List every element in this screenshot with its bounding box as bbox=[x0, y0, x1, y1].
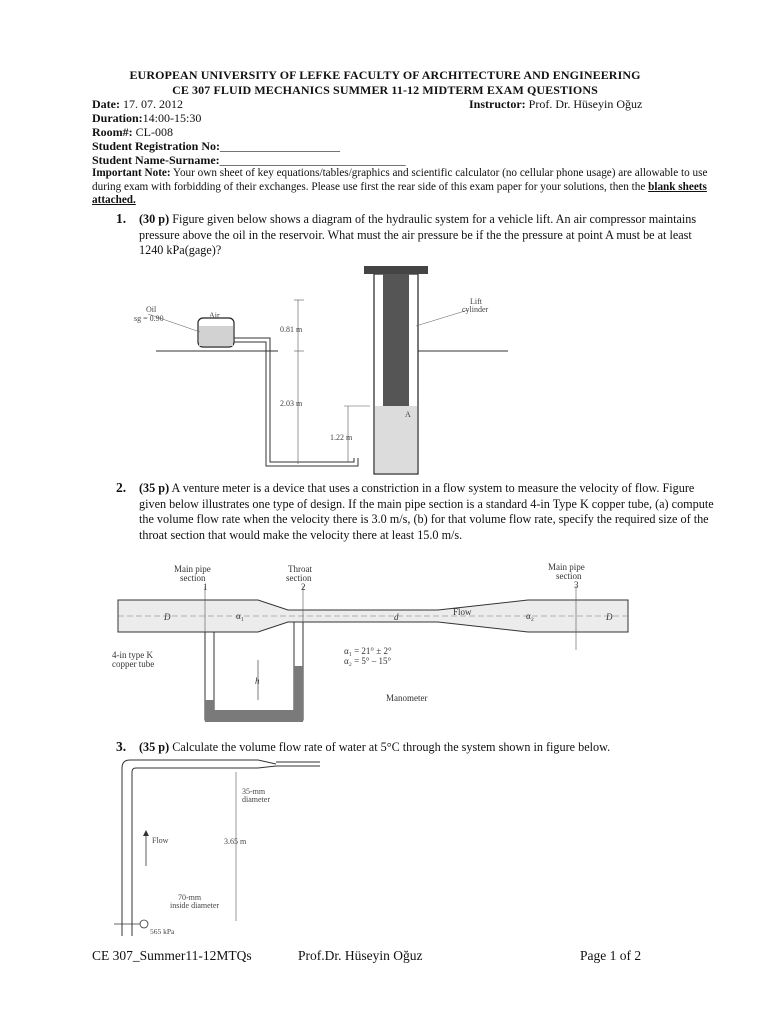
name-line bbox=[92, 153, 406, 168]
fig3-pipe-diameter: inside diameter bbox=[170, 901, 220, 910]
question-2-points: (35 p) bbox=[139, 481, 170, 495]
fig2-section-1: 1 bbox=[203, 582, 208, 592]
fig2-alpha1: α₁ bbox=[236, 611, 244, 621]
fig1-height-203: 2.03 m bbox=[280, 399, 303, 408]
date-label: Date: bbox=[92, 97, 120, 111]
fig2-flow-label: Flow bbox=[453, 607, 472, 617]
figure-1-hydraulic-lift bbox=[108, 266, 528, 476]
fig2-section-2: 2 bbox=[301, 582, 306, 592]
duration-label: Duration: bbox=[92, 111, 143, 125]
fig3-height-label: 3.65 m bbox=[224, 837, 247, 846]
footer-professor: Prof.Dr. Hüseyin Oğuz bbox=[298, 948, 423, 963]
fig2-alpha2: α₂ bbox=[526, 611, 534, 621]
question-3-body: Calculate the volume flow rate of water at 5°C through the system shown in figure below. bbox=[172, 740, 611, 754]
room-label: Room#: bbox=[92, 125, 133, 139]
fig2-main-pipe-left: Main pipe bbox=[174, 564, 211, 574]
duration-line bbox=[92, 111, 201, 126]
footer-course-code: CE 307_Summer11-12MTQs bbox=[92, 948, 252, 963]
name-blank: _______________________________ bbox=[219, 153, 406, 167]
note-blank-sheets: blank sheets attached. bbox=[92, 180, 707, 206]
date-line bbox=[92, 97, 183, 112]
question-3-text bbox=[139, 740, 717, 756]
fig2-manometer-label: Manometer bbox=[386, 693, 428, 703]
university-header: EUROPEAN UNIVERSITY OF LEFKE FACULTY OF ARCHITECTURE AND ENGINEERING bbox=[129, 68, 641, 82]
fig2-throat: Throat bbox=[288, 564, 312, 574]
date-value: 17. 07. 2012 bbox=[122, 97, 183, 111]
fig2-section-3: 3 bbox=[574, 580, 579, 590]
figure-3-pipe-system bbox=[108, 756, 338, 938]
fig2-section-left: section bbox=[180, 573, 206, 583]
question-3-points: (35 p) bbox=[139, 740, 170, 754]
fig1-air-label: Air bbox=[209, 311, 220, 320]
question-1-text bbox=[139, 212, 717, 259]
fig2-main-pipe-right: Main pipe bbox=[548, 562, 585, 572]
fig3-pipe-size: 70-mm bbox=[178, 893, 202, 902]
registration-blank: ____________________ bbox=[220, 139, 340, 153]
fig2-section-right: section bbox=[556, 571, 582, 581]
room-value: CL-008 bbox=[135, 125, 174, 139]
fig1-oil-label: Oil bbox=[146, 305, 157, 314]
question-2-number: 2. bbox=[116, 480, 127, 495]
fig2-throat-section: section bbox=[286, 573, 312, 583]
fig2-tube-material: copper tube bbox=[112, 659, 155, 669]
manometer-fluid bbox=[205, 710, 303, 722]
question-1-points: (30 p) bbox=[139, 212, 170, 226]
room-line bbox=[92, 125, 173, 140]
note-label: Important Note: bbox=[92, 167, 171, 179]
instructor-label: Instructor: bbox=[469, 97, 526, 111]
question-1-body: Figure given below shows a diagram of the hydraulic system for a vehicle lift. An air compressor maintains pressure above the oil in the reservoir. What must the air pressure be if the the pressure at point A must be at least 1240 kPa(gage)? bbox=[139, 212, 697, 257]
fig2-angle-1: α₁ = 21° ± 2° bbox=[344, 646, 392, 656]
fig1-height-081: 0.81 m bbox=[280, 325, 303, 334]
question-3-number: 3. bbox=[116, 739, 127, 754]
fig1-cylinder-label: cylinder bbox=[462, 305, 489, 314]
question-2-body: A venture meter is a device that uses a constriction in a flow system to measure the velocity of flow. Figure given below illustrates one type of design. If the main pipe section is a standard 4-in Type K copper tube, (a) compute the volume flow rate when the velocity there is 3.0 m/s, (b) for that volume flow rate, specify the required size of the throat section that would make the velocity there at least 15.0 m/s. bbox=[139, 481, 714, 542]
note-text: Your own sheet of key equations/tables/graphics and scientific calculator (no cellular phone usage) are allowable to use during exam with forbidding of their exchanges. Please use first the rear side of this exam paper for your solutions, then the bbox=[92, 167, 708, 193]
question-1-number: 1. bbox=[116, 211, 127, 226]
duration-value: 14:00-15:30 bbox=[142, 111, 202, 125]
exam-title: CE 307 FLUID MECHANICS SUMMER 11-12 MIDTERM EXAM QUESTIONS bbox=[172, 83, 598, 97]
name-label: Student Name-Surname: bbox=[92, 153, 220, 167]
fig1-lift-label: Lift bbox=[470, 297, 482, 306]
fig2-d-right: D bbox=[606, 612, 613, 622]
lift-piston bbox=[383, 274, 409, 406]
fig2-h-label: h bbox=[255, 676, 260, 686]
important-note bbox=[92, 167, 720, 208]
fig1-height-122: 1.22 m bbox=[330, 433, 353, 442]
instructor-line bbox=[469, 97, 642, 112]
instructor-value: Prof. Dr. Hüseyin Oğuz bbox=[528, 97, 643, 111]
fig2-tube-type: 4-in type K bbox=[112, 650, 153, 660]
question-2-text bbox=[139, 481, 717, 543]
fig2-d-left: D bbox=[164, 612, 171, 622]
registration-label: Student Registration No: bbox=[92, 139, 220, 153]
fig3-pressure-label: 565 kPa bbox=[150, 927, 175, 936]
registration-line bbox=[92, 139, 340, 154]
footer-page-number: Page 1 of 2 bbox=[580, 948, 642, 963]
fig3-nozzle-diameter: diameter bbox=[242, 795, 270, 804]
fig2-angle-2: α₂ = 5° – 15° bbox=[344, 656, 392, 666]
fig3-flow-label: Flow bbox=[152, 836, 169, 845]
fig3-nozzle-size: 35-mm bbox=[242, 787, 266, 796]
fig1-point-a: A bbox=[405, 410, 411, 419]
fig2-throat-d: d bbox=[394, 612, 399, 622]
fig1-sg-label: sg = 0.90 bbox=[134, 314, 164, 323]
figure-2-venturi-meter bbox=[108, 560, 638, 740]
